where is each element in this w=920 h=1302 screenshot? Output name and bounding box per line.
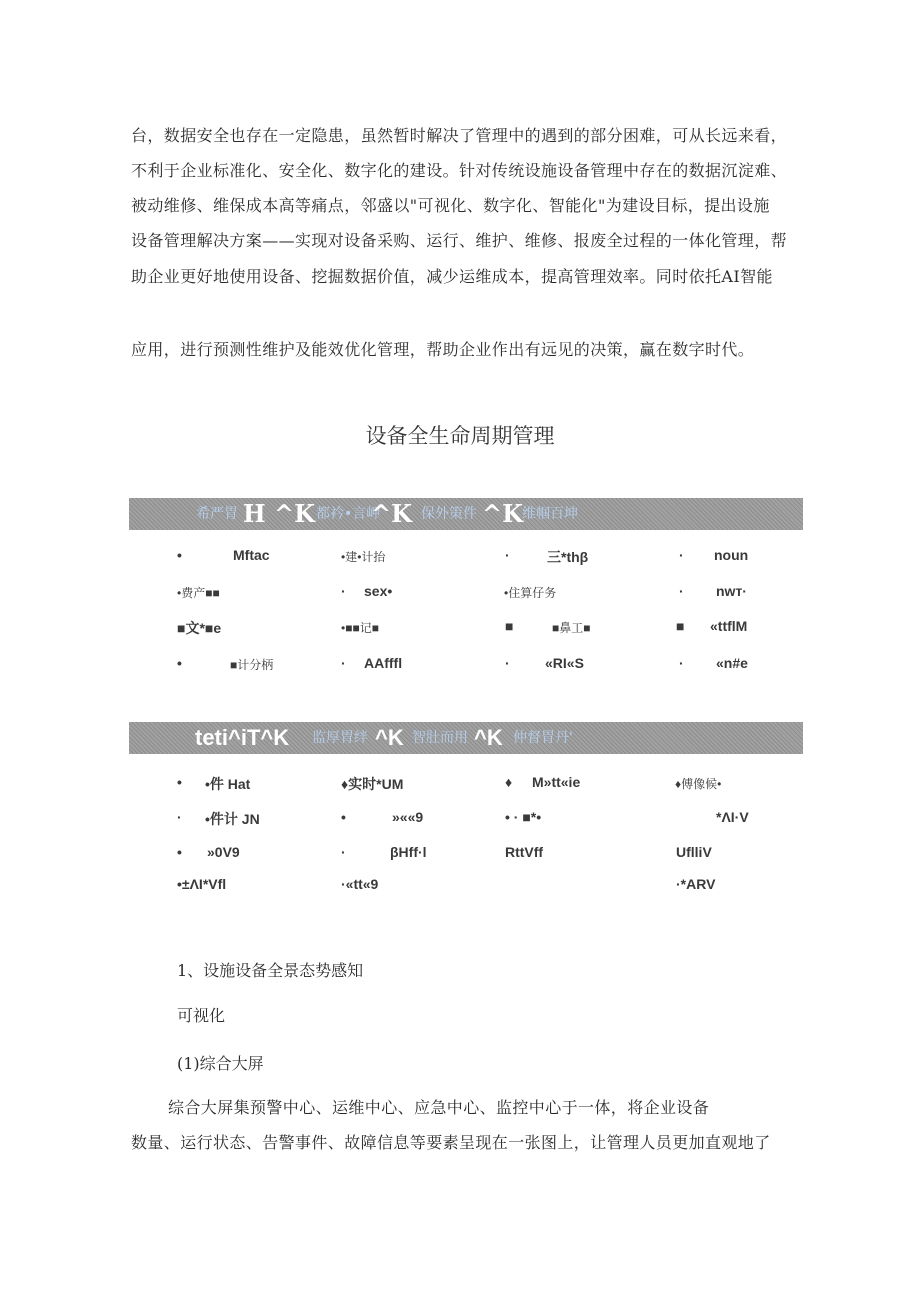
band-glyph: ^K <box>274 499 315 528</box>
grid-cell: ■计分柄 <box>230 658 274 672</box>
band-glyph: ^K <box>482 499 523 528</box>
band-label: 仲督胃丹' <box>513 730 573 746</box>
grid-cell: ·«tt«9 <box>341 876 379 892</box>
grid-cell: • <box>177 774 182 790</box>
grid-cell: ■文*■e <box>177 620 222 636</box>
grid-cell: • <box>177 547 182 563</box>
body-line: 数量、运行状态、告警事件、故障信息等要素呈现在一张图上，让管理人员更加直观地了 <box>131 1133 771 1152</box>
grid-cell: · <box>341 655 346 671</box>
band-glyph: H <box>243 499 266 528</box>
grid-cell: · <box>505 547 510 563</box>
grid-cell: · <box>341 844 346 860</box>
grid-cell: ■ <box>676 618 685 634</box>
grid-cell: · <box>679 583 684 599</box>
lifecycle-band-2 <box>129 722 803 754</box>
band-glyph: teti^iT^K <box>195 725 290 750</box>
grid-cell: ♦傅像候• <box>675 777 722 791</box>
grid-cell: •件计 JN <box>205 811 260 827</box>
band-label: 维帼百坤 <box>522 506 578 522</box>
diagram-title: 设备全生命周期管理 <box>365 424 555 448</box>
grid-cell: «RI«S <box>545 655 584 671</box>
band-glyph: ^K <box>375 725 404 750</box>
band-glyph: ^K <box>371 499 412 528</box>
grid-cell: •建•计抬 <box>341 550 386 564</box>
section-item: (1)综合大屏 <box>177 1054 264 1073</box>
grid-cell: •住算仔务 <box>504 586 557 600</box>
grid-cell: sex• <box>364 583 393 599</box>
grid-cell: »««9 <box>392 809 424 825</box>
para-line: 被动维修、维保成本高等痛点，邻盛以"可视化、数字化、智能化"为建设目标，提出设施 <box>131 196 770 215</box>
grid-cell: · <box>177 809 182 825</box>
grid-cell: RttVff <box>505 844 544 860</box>
grid-cell: · <box>341 583 346 599</box>
grid-cell: •±ΛI*Vfl <box>177 876 227 892</box>
lifecycle-band-1 <box>129 498 803 530</box>
band-label: 智肚而用 <box>412 730 468 746</box>
grid-cell: • <box>177 844 182 860</box>
grid-cell: •■■记■ <box>341 621 379 635</box>
body-line: 综合大屏集预警中心、运维中心、应急中心、监控中心于一体，将企业设备 <box>168 1098 710 1117</box>
para-line: 助企业更好地使用设备、挖掘数据价值，减少运维成本，提高管理效率。同时依托AI智能 <box>131 267 773 286</box>
grid-cell: UflliV <box>676 844 712 860</box>
grid-cell: ♦实时*UM <box>341 776 404 792</box>
grid-cell: ■鼻工■ <box>552 621 591 635</box>
grid-cell: •件 Hat <box>205 776 251 792</box>
grid-cell: «n#e <box>716 655 748 671</box>
band-glyph: ^K <box>474 725 503 750</box>
grid-cell: *ΛI·V <box>716 809 749 825</box>
grid-cell: ♦ <box>505 774 513 790</box>
grid-cell: • <box>177 655 182 671</box>
grid-cell: •费产■■ <box>177 586 220 600</box>
grid-cell: • · ■*• <box>505 809 542 825</box>
grid-cell: ■ <box>505 618 514 634</box>
grid-cell: M»tt«ie <box>532 774 581 790</box>
grid-cell: noun <box>714 547 749 563</box>
grid-cell: AAfffl <box>364 655 403 671</box>
para-line: 不利于企业标准化、安全化、数字化的建设。针对传统设施设备管理中存在的数据沉淀难、 <box>131 161 788 180</box>
para-line: 应用，进行预测性维护及能效优化管理，帮助企业作出有远见的决策，赢在数字时代。 <box>131 340 755 359</box>
grid-cell: • <box>341 809 346 825</box>
band-label: 保外策件 <box>421 506 477 522</box>
grid-cell: 三*thβ <box>547 549 589 565</box>
grid-cell: ·*ARV <box>676 876 716 892</box>
grid-cell: nwт· <box>716 583 747 599</box>
grid-cell: · <box>679 655 684 671</box>
section-heading: 1、设施设备全景态势感知 <box>177 961 364 980</box>
para-line: 设备管理解决方案——实现对设备采购、运行、维护、维修、报废全过程的一体化管理，帮 <box>131 231 788 250</box>
section-subheading: 可视化 <box>177 1006 226 1025</box>
grid-cell: »0V9 <box>207 844 240 860</box>
band-label: 监厚胃绊 <box>312 730 368 746</box>
band-label: 希严胃 <box>196 506 238 522</box>
grid-cell: Mftac <box>233 547 270 563</box>
grid-cell: · <box>679 547 684 563</box>
grid-cell: · <box>505 655 510 671</box>
band-label: 都衿•言岬 <box>316 506 381 522</box>
para-line: 台，数据安全也存在一定隐患，虽然暂时解决了管理中的遇到的部分困难，可从长远来看， <box>131 126 788 145</box>
grid-cell: βHff·l <box>390 844 427 860</box>
grid-cell: «ttflM <box>710 618 748 634</box>
